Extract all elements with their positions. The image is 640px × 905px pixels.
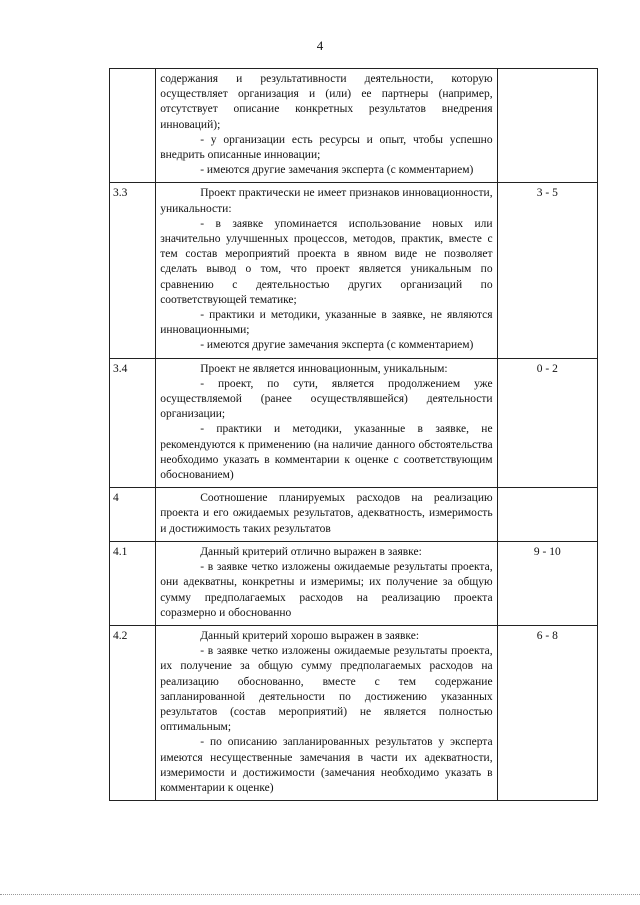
criterion-paragraph: - у организации есть ресурсы и опыт, чтобы успешно внедрить описанные инновации; <box>160 133 493 162</box>
criterion-description <box>156 488 497 542</box>
criterion-number <box>110 69 156 183</box>
score-range: 3 - 5 <box>497 183 597 358</box>
criterion-paragraph: - по описанию запланированных результатов у эксперта имеются несущественные замечания в части их адекватности, измеримости и достижимости (замечания необходимо указать в комментарии к оценке) <box>160 736 493 794</box>
criterion-number: 3.4 <box>110 358 156 488</box>
score-range <box>497 69 597 183</box>
criterion-paragraph: Данный критерий хорошо выражен в заявке: <box>200 629 420 642</box>
criterion-paragraph: - практики и методики, указанные в заявке, не являются инновационными; <box>160 309 493 337</box>
criteria-row <box>110 541 598 625</box>
criterion-paragraph: содержания и результативности деятельности, которую осуществляет организация и (или) ее партнеры (например, отсутствует описание конкретных результатов внедрения инноваций); <box>160 73 493 131</box>
criteria-row <box>110 358 598 488</box>
criterion-paragraph: Проект практически не имеет признаков инновационности, уникальности: <box>160 187 493 215</box>
criterion-description <box>156 183 497 358</box>
criterion-description <box>156 358 497 488</box>
criterion-paragraph: - проект, по сути, является продолжением уже осуществляемой (ранее осуществлявшейся) деятельности организации; <box>160 377 493 421</box>
criterion-number: 3.3 <box>110 183 156 358</box>
criterion-paragraph: Соотношение планируемых расходов на реализацию проекта и его ожидаемых результатов, адекватность, измеримость и достижимость таких результатов <box>160 492 493 535</box>
criterion-paragraph: - практики и методики, указанные в заявке, не рекомендуются к применению (на наличие данного обстоятельства необходимо указать в комментарии к оценке с соответствующим обоснованием) <box>160 423 493 482</box>
criterion-paragraph: Данный критерий отлично выражен в заявке: <box>200 545 422 558</box>
criterion-description <box>156 625 497 800</box>
criterion-description <box>156 541 497 625</box>
criteria-row <box>110 69 598 183</box>
criterion-number: 4.1 <box>110 541 156 625</box>
page-bottom-divider <box>0 894 640 895</box>
page-number: 4 <box>316 38 324 53</box>
criterion-description <box>156 69 497 183</box>
criteria-row <box>110 183 598 358</box>
criterion-paragraph: - имеются другие замечания эксперта (с комментарием) <box>200 339 474 352</box>
criteria-row <box>110 625 598 800</box>
criterion-paragraph: - имеются другие замечания эксперта (с комментарием) <box>200 164 474 177</box>
criterion-paragraph: - в заявке упоминается использование новых или значительно улучшенных процессов, методов, практик, вместе с тем состав мероприятий проекта в явном виде не позволяет сделать вывод о том, что проект является уникальным по сравнению с деятельностью других организаций по соответствующей тематике; <box>160 217 493 306</box>
score-range <box>497 488 597 542</box>
criteria-row <box>110 488 598 542</box>
criteria-table <box>109 68 598 801</box>
criterion-paragraph: - в заявке четко изложены ожидаемые результаты проекта, их получение за общую сумму предполагаемых расходов на реализацию обоснованно, вместе с тем содержание запланированной деятельности по достижению указанных результатов (состав мероприятий) не является полностью оптимальным; <box>160 645 493 734</box>
criterion-number: 4.2 <box>110 625 156 800</box>
score-range: 9 - 10 <box>497 541 597 625</box>
score-range: 0 - 2 <box>497 358 597 488</box>
criterion-number: 4 <box>110 488 156 542</box>
score-range: 6 - 8 <box>497 625 597 800</box>
criterion-paragraph: Проект не является инновационным, уникальным: <box>200 362 448 375</box>
criterion-paragraph: - в заявке четко изложены ожидаемые результаты проекта, они адекватны, конкретны и измеримы; их получение за общую сумму предполагаемых расходов на реализацию проекта соразмерно и обоснованно <box>160 561 493 619</box>
